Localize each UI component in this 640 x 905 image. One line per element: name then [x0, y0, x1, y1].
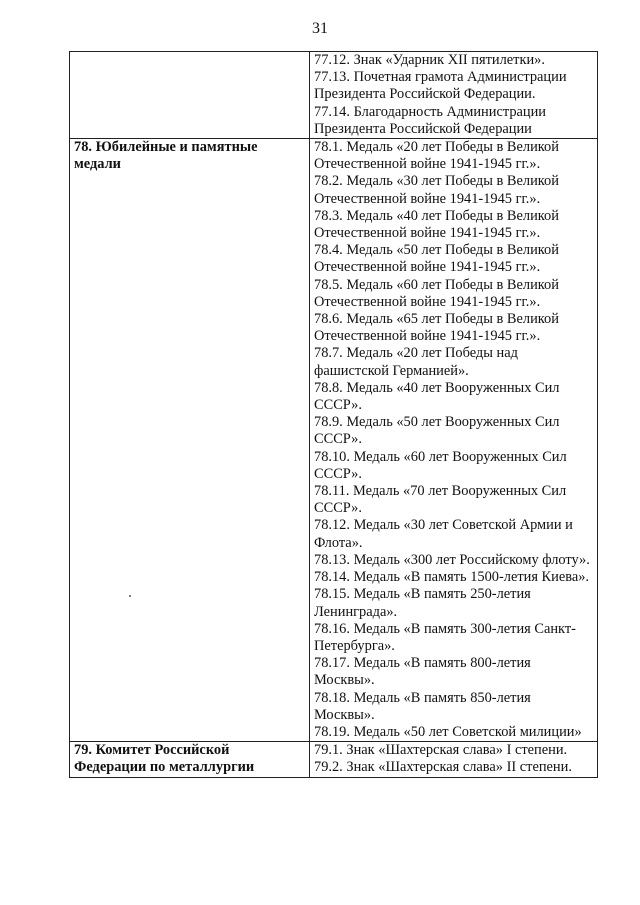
table-row: [70, 139, 598, 742]
list-item: 78.5. Медаль «60 лет Победы в Великой Отечественной войне 1941-1945 гг.».: [314, 276, 559, 310]
list-item: 78.17. Медаль «В память 800-летия Москвы».: [314, 655, 531, 689]
list-item: 78.6. Медаль «65 лет Победы в Великой Отечественной войне 1941-1945 гг.».: [314, 311, 559, 345]
list-item: 79.2. Знак «Шахтерская слава» II степени.: [314, 759, 572, 776]
list-item: 78.8. Медаль «40 лет Вооруженных Сил СССР».: [314, 379, 560, 414]
list-item: 78.7. Медаль «20 лет Победы над фашистской Германией».: [314, 345, 518, 379]
list-item: 78.12. Медаль «30 лет Советской Армии и Флота».: [314, 517, 573, 551]
scan-speck: [129, 595, 131, 597]
page-number: 31: [312, 20, 328, 37]
list-item: 77.13. Почетная грамота Администрации Президента Российской Федерации.: [314, 69, 567, 103]
list-item: 78.11. Медаль «70 лет Вооруженных Сил СССР».: [314, 483, 567, 517]
list-item: 78.9. Медаль «50 лет Вооруженных Сил СССР».: [314, 414, 560, 448]
items-cell: [310, 52, 598, 139]
list-item: 78.1. Медаль «20 лет Победы в Великой Отечественной войне 1941-1945 гг.».: [314, 139, 559, 173]
list-item: 78.10. Медаль «60 лет Вооруженных Сил СССР».: [314, 448, 567, 482]
category-cell: 79. Комитет Российской Федерации по металлургии: [70, 742, 310, 777]
awards-table: [69, 51, 598, 778]
list-item: 78.15. Медаль «В память 250-летия Ленинграда».: [314, 586, 531, 620]
category-cell: [70, 52, 310, 139]
list-item: 78.19. Медаль «50 лет Советской милиции»: [314, 723, 582, 740]
table-row: [70, 742, 598, 777]
list-item: 78.14. Медаль «В память 1500-летия Киева».: [314, 569, 590, 586]
items-cell: [310, 139, 598, 742]
items-cell: [310, 742, 598, 777]
category-cell: 78. Юбилейные и памятные медали: [70, 139, 310, 742]
list-item: 78.4. Медаль «50 лет Победы в Великой Отечественной войне 1941-1945 гг.».: [314, 242, 559, 276]
list-item: 78.2. Медаль «30 лет Победы в Великой Отечественной войне 1941-1945 гг.».: [314, 173, 559, 207]
list-item: 77.14. Благодарность Администрации Президента Российской Федерации: [314, 103, 546, 137]
list-item: 78.16. Медаль «В память 300-летия Санкт-Петербурга».: [314, 620, 576, 654]
list-item: 78.13. Медаль «300 лет Российскому флоту».: [314, 551, 590, 568]
table-row: [70, 52, 598, 139]
list-item: 79.1. Знак «Шахтерская слава» I степени.: [314, 742, 568, 759]
list-item: 78.18. Медаль «В память 850-летия Москвы».: [314, 689, 531, 723]
list-item: 78.3. Медаль «40 лет Победы в Великой Отечественной войне 1941-1945 гг.».: [314, 207, 559, 242]
list-item: 77.12. Знак «Ударник XII пятилетки».: [314, 52, 545, 68]
